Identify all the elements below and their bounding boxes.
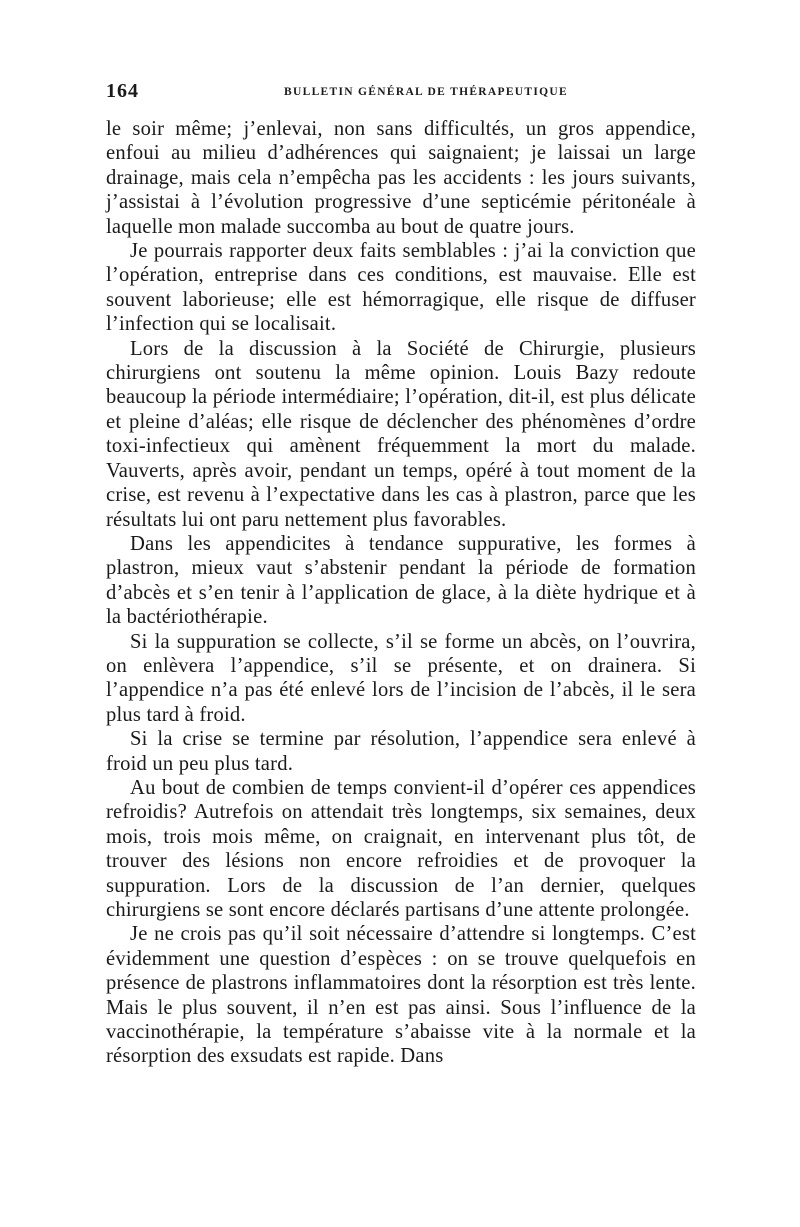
paragraph-4: Dans les appendicites à tendance suppurative, les formes à plastron, mieux vaut s’abstenir pendant la période de formation d’abcès et s’en tenir à l’application de glace, à la diète hydrique et à la bactériothérapie. <box>106 532 696 629</box>
paragraph-7: Au bout de combien de temps convient-il d’opérer ces appendices refroidis? Autrefois on attendait très longtemps, six semaines, deux mois, trois mois même, on craignait, en intervenant plus tôt, de trouver des lésions non encore refroidies et de provoquer la suppuration. Lors de la discussion de l’an dernier, quelques chirurgiens se sont encore déclarés partisans d’une attente prolongée. <box>106 776 696 921</box>
paragraph-5: Si la suppuration se collecte, s’il se forme un abcès, on l’ouvrira, on enlèvera l’appendice, s’il se présente, et on drainera. Si l’appendice n’a pas été enlevé lors de l’incision de l’abcès, il le sera plus tard à froid. <box>106 630 696 726</box>
paragraph-6: Si la crise se termine par résolution, l’appendice sera enlevé à froid un peu plus tard. <box>106 728 696 775</box>
paragraph-2: Je pourrais rapporter deux faits semblables : j’ai la conviction que l’opération, entreprise dans ces conditions, est mauvaise. Elle est souvent laborieuse; elle est hémorragique, elle risque de diffuser l’infection qui se localisait. <box>106 240 696 336</box>
paragraph-8: Je ne crois pas qu’il soit nécessaire d’attendre si longtemps. C’est évidemment une question d’espèces : on se trouve quelquefois en présence de plastrons inflammatoires dont la résorption est très lente. Mais le plus souvent, il n’en est pas ainsi. Sous l’influence de la vaccinothérapie, la température s’abaisse vite à la normale et la résorption des exsudats est rapide. Dans <box>106 923 696 1068</box>
page-header <box>106 80 696 104</box>
running-title: BULLETIN GÉNÉRAL DE THÉRAPEUTIQUE <box>284 86 568 98</box>
body-text <box>106 117 696 1069</box>
paragraph-1: le soir même; j’enlevai, non sans difficultés, un gros appendice, enfoui au milieu d’adhérences qui saignaient; je laissai un large drainage, mais cela n’empêcha pas les accidents : les jours suivants, j’assistai à l’évolution progressive d’une septicémie péritonéale à laquelle mon malade succomba au bout de quatre jours. <box>106 118 696 238</box>
paragraph-3: Lors de la discussion à la Société de Chirurgie, plusieurs chirurgiens ont soutenu la même opinion. Louis Bazy redoute beaucoup la période intermédiaire; l’opération, dit-il, est plus délicate et pleine d’aléas; elle risque de déclencher des phénomènes d’ordre toxi-infectieux qui amènent fréquemment la mort du malade. Vauverts, après avoir, pendant un temps, opéré à tout moment de la crise, est revenu à l’expectative dans les cas à plastron, parce que les résultats lui ont paru nettement plus favorables. <box>106 337 696 531</box>
page-number: 164 <box>106 80 139 102</box>
